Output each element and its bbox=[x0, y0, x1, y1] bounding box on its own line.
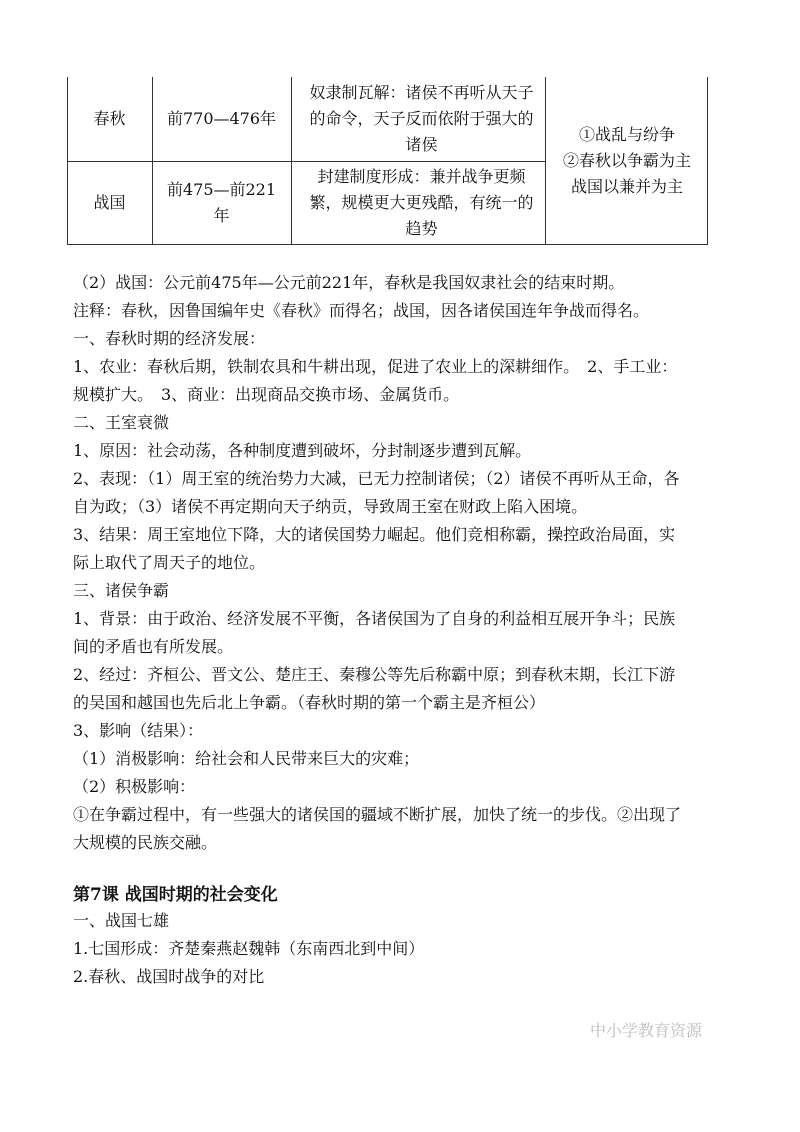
table-divider bbox=[545, 77, 546, 245]
section-heading: 二、王室衰微 bbox=[73, 413, 170, 432]
table-cell-description bbox=[299, 77, 544, 161]
watermark: 中小学教育资源 bbox=[590, 1021, 703, 1040]
paragraph-line: 规模扩大。 3、商业：出现商品交换市场、金属货币。 bbox=[73, 385, 460, 404]
lesson-title: 第7课 战国时期的社会变化 bbox=[73, 885, 278, 905]
paragraph-line: （2）积极影响： bbox=[73, 777, 196, 796]
table-cell-description bbox=[299, 161, 544, 245]
paragraph-line: 际上取代了周天子的地位。 bbox=[73, 553, 266, 572]
paragraph-line: 间的矛盾也有所发展。 bbox=[73, 637, 234, 656]
section-heading: 三、诸侯争霸 bbox=[73, 581, 170, 600]
description-line: 的命令，天子反而依附于强大的 bbox=[309, 109, 534, 128]
table-cell-era: 春秋 bbox=[93, 109, 126, 128]
paragraph-line: 2.春秋、战国时战争的对比 bbox=[73, 967, 265, 986]
table-cell-era: 战国 bbox=[93, 193, 126, 212]
paragraph-line: 1、农业：春秋后期，铁制农具和牛耕出现，促进了农业上的深耕细作。 2、手工业： bbox=[73, 357, 678, 376]
section-heading: 一、春秋时期的经济发展： bbox=[73, 329, 266, 348]
description-line: 趋势 bbox=[405, 219, 438, 238]
table-border-right bbox=[707, 77, 708, 245]
paragraph-line: 自为政；（3）诸侯不再定期向天子纳贡，导致周王室在财政上陷入困境。 bbox=[73, 497, 588, 516]
section-heading: 一、战国七雄 bbox=[73, 911, 170, 930]
comparison-table bbox=[67, 77, 707, 245]
description-line: 奴隶制瓦解：诸侯不再听从天子 bbox=[309, 83, 534, 102]
table-cell-summary bbox=[547, 77, 707, 245]
table-cell-dates: 前770—476年 bbox=[166, 109, 277, 128]
paragraph-line: 1.七国形成：齐楚秦燕赵魏韩（东南西北到中间） bbox=[73, 939, 425, 958]
description-line: 封建制度形成：兼并战争更频 bbox=[317, 167, 526, 186]
paragraph-line: 的吴国和越国也先后北上争霸。（春秋时期的第一个霸主是齐桓公） bbox=[73, 693, 546, 712]
table-cell-dates bbox=[152, 161, 291, 245]
summary-line: ①战乱与纷争 bbox=[578, 125, 675, 144]
paragraph-line: 2、表现：（1）周王室的统治势力大减，已无力控制诸侯；（2）诸侯不再听从王命，各 bbox=[73, 469, 680, 488]
paragraph-line: 1、背景：由于政治、经济发展不平衡，各诸侯国为了自身的利益相互展开争斗；民族 bbox=[73, 609, 676, 628]
paragraph-line: （2）战国：公元前475年—公元前221年，春秋是我国奴隶社会的结束时期。 bbox=[73, 273, 625, 292]
paragraph-line: 大规模的民族交融。 bbox=[73, 833, 218, 852]
paragraph-line: 3、结果：周王室地位下降，大的诸侯国势力崛起。他们竞相称霸，操控政治局面，实 bbox=[73, 525, 676, 544]
dates-line: 年 bbox=[213, 206, 230, 225]
summary-line: 战国以兼并为主 bbox=[570, 177, 683, 196]
paragraph-line: （1）消极影响：给社会和人民带来巨大的灾难； bbox=[73, 749, 420, 768]
paragraph-line: 1、原因：社会动荡，各种制度遭到破坏，分封制逐步遭到瓦解。 bbox=[73, 441, 532, 460]
paragraph-line: 3、影响（结果）： bbox=[73, 721, 204, 740]
paragraph-line: 注释：春秋，因鲁国编年史《春秋》而得名；战国，因各诸侯国连年争战而得名。 bbox=[73, 301, 650, 320]
paragraph-line: 2、经过：齐桓公、晋文公、楚庄王、秦穆公等先后称霸中原；到春秋末期，长江下游 bbox=[73, 665, 676, 684]
description-line: 繁，规模更大更残酷，有统一的 bbox=[309, 193, 534, 212]
description-line: 诸侯 bbox=[405, 135, 438, 154]
dates-line: 前475—前221 bbox=[166, 180, 277, 199]
summary-line: ②春秋以争霸为主 bbox=[562, 151, 691, 170]
paragraph-line: ①在争霸过程中，有一些强大的诸侯国的疆域不断扩展，加快了统一的步伐。②出现了 bbox=[73, 805, 682, 824]
